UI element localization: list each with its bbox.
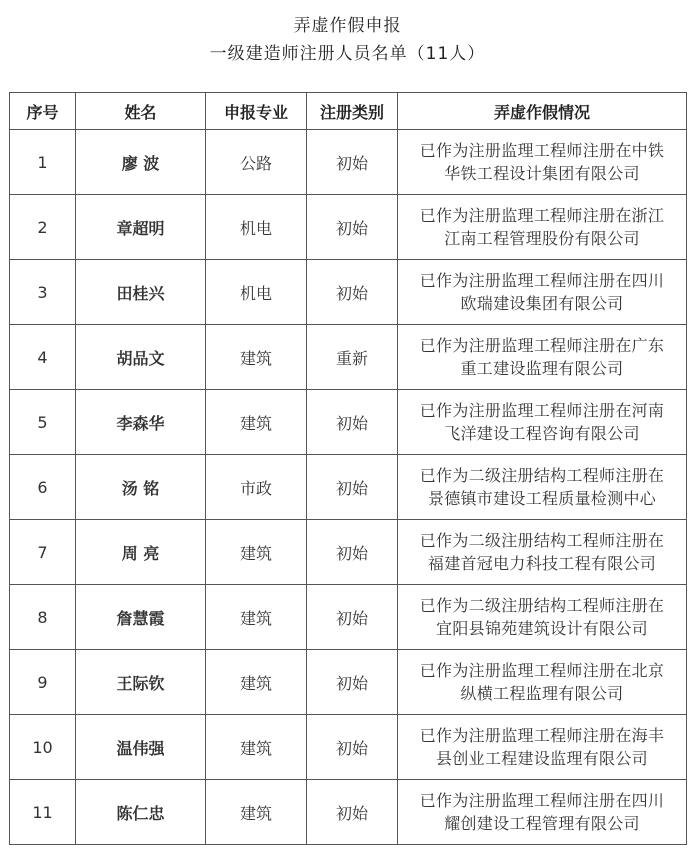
detail-line-1: 已作为注册监理工程师注册在北京 (419, 661, 665, 680)
detail-line-1: 已作为注册监理工程师注册在广东 (419, 336, 665, 355)
person-name: 周 亮 (76, 520, 206, 585)
person-name: 廖 波 (76, 130, 206, 195)
person-name: 田桂兴 (76, 260, 206, 325)
table-row (10, 585, 687, 650)
person-name: 詹慧霞 (76, 585, 206, 650)
fraud-detail (398, 325, 687, 390)
detail-line-2: 纵横工程监理有限公司 (460, 684, 624, 703)
detail-line-2: 重工建设监理有限公司 (460, 359, 624, 378)
row-number: 10 (10, 715, 76, 780)
table-row (10, 650, 687, 715)
specialty: 建筑 (206, 325, 307, 390)
person-name: 胡品文 (76, 325, 206, 390)
row-number: 4 (10, 325, 76, 390)
table-row (10, 260, 687, 325)
registration-category: 初始 (307, 260, 398, 325)
registration-category: 初始 (307, 455, 398, 520)
row-number: 11 (10, 780, 76, 845)
detail-line-1: 已作为二级注册结构工程师注册在 (419, 596, 665, 615)
registration-category: 初始 (307, 195, 398, 260)
specialty: 机电 (206, 260, 307, 325)
specialty: 建筑 (206, 780, 307, 845)
fraud-detail (398, 195, 687, 260)
person-name: 温伟强 (76, 715, 206, 780)
detail-line-2: 县创业工程建设监理有限公司 (436, 749, 648, 768)
specialty: 市政 (206, 455, 307, 520)
row-number: 5 (10, 390, 76, 455)
column-header-no: 序号 (10, 93, 76, 130)
specialty: 建筑 (206, 585, 307, 650)
detail-line-2: 景德镇市建设工程质量检测中心 (427, 489, 657, 508)
detail-line-2: 福建首冠电力科技工程有限公司 (427, 554, 657, 573)
column-header-name: 姓名 (76, 93, 206, 130)
registration-category: 初始 (307, 130, 398, 195)
detail-line-1: 已作为注册监理工程师注册在浙江 (419, 206, 665, 225)
table-row (10, 520, 687, 585)
detail-line-1: 已作为注册监理工程师注册在河南 (419, 401, 665, 420)
registration-category: 初始 (307, 520, 398, 585)
fraud-detail (398, 780, 687, 845)
specialty: 公路 (206, 130, 307, 195)
fraud-detail (398, 390, 687, 455)
fraud-detail (398, 650, 687, 715)
registrant-table (9, 92, 687, 845)
detail-line-1: 已作为注册监理工程师注册在四川 (419, 271, 665, 290)
fraud-detail (398, 715, 687, 780)
table-row (10, 780, 687, 845)
specialty: 建筑 (206, 390, 307, 455)
table-header-row (10, 93, 687, 130)
row-number: 8 (10, 585, 76, 650)
detail-line-1: 已作为二级注册结构工程师注册在 (419, 531, 665, 550)
detail-line-1: 已作为二级注册结构工程师注册在 (419, 466, 665, 485)
fraud-detail (398, 130, 687, 195)
detail-line-2: 飞洋建设工程咨询有限公司 (444, 424, 640, 443)
specialty: 建筑 (206, 715, 307, 780)
person-name: 李森华 (76, 390, 206, 455)
person-name: 陈仁忠 (76, 780, 206, 845)
registration-category: 初始 (307, 585, 398, 650)
table-row (10, 130, 687, 195)
fraud-detail (398, 455, 687, 520)
column-header-category: 注册类别 (307, 93, 398, 130)
detail-line-1: 已作为注册监理工程师注册在四川 (419, 791, 665, 810)
table-row (10, 325, 687, 390)
registration-category: 初始 (307, 715, 398, 780)
row-number: 7 (10, 520, 76, 585)
registration-category: 初始 (307, 780, 398, 845)
person-name: 汤 铭 (76, 455, 206, 520)
table-row (10, 195, 687, 260)
row-number: 2 (10, 195, 76, 260)
specialty: 建筑 (206, 650, 307, 715)
column-header-detail: 弄虚作假情况 (398, 93, 687, 130)
table-row (10, 455, 687, 520)
detail-line-2: 江南工程管理股份有限公司 (444, 229, 640, 248)
detail-line-2: 华铁工程设计集团有限公司 (444, 164, 640, 183)
fraud-detail (398, 520, 687, 585)
fraud-detail (398, 585, 687, 650)
document-subtitle: 一级建造师注册人员名单（11人） (209, 44, 486, 64)
detail-line-2: 欧瑞建设集团有限公司 (460, 294, 624, 313)
registration-category: 重新 (307, 325, 398, 390)
column-header-specialty: 申报专业 (206, 93, 307, 130)
detail-line-1: 已作为注册监理工程师注册在中铁 (419, 141, 665, 160)
registration-category: 初始 (307, 650, 398, 715)
detail-line-2: 耀创建设工程管理有限公司 (444, 814, 640, 833)
row-number: 3 (10, 260, 76, 325)
table-row (10, 390, 687, 455)
document-title: 弄虚作假申报 (293, 16, 402, 36)
detail-line-2: 宜阳县锦苑建筑设计有限公司 (436, 619, 648, 638)
person-name: 王际钦 (76, 650, 206, 715)
specialty: 机电 (206, 195, 307, 260)
row-number: 1 (10, 130, 76, 195)
detail-line-1: 已作为注册监理工程师注册在海丰 (419, 726, 665, 745)
row-number: 9 (10, 650, 76, 715)
specialty: 建筑 (206, 520, 307, 585)
person-name: 章超明 (76, 195, 206, 260)
fraud-detail (398, 260, 687, 325)
registration-category: 初始 (307, 390, 398, 455)
table-row (10, 715, 687, 780)
row-number: 6 (10, 455, 76, 520)
